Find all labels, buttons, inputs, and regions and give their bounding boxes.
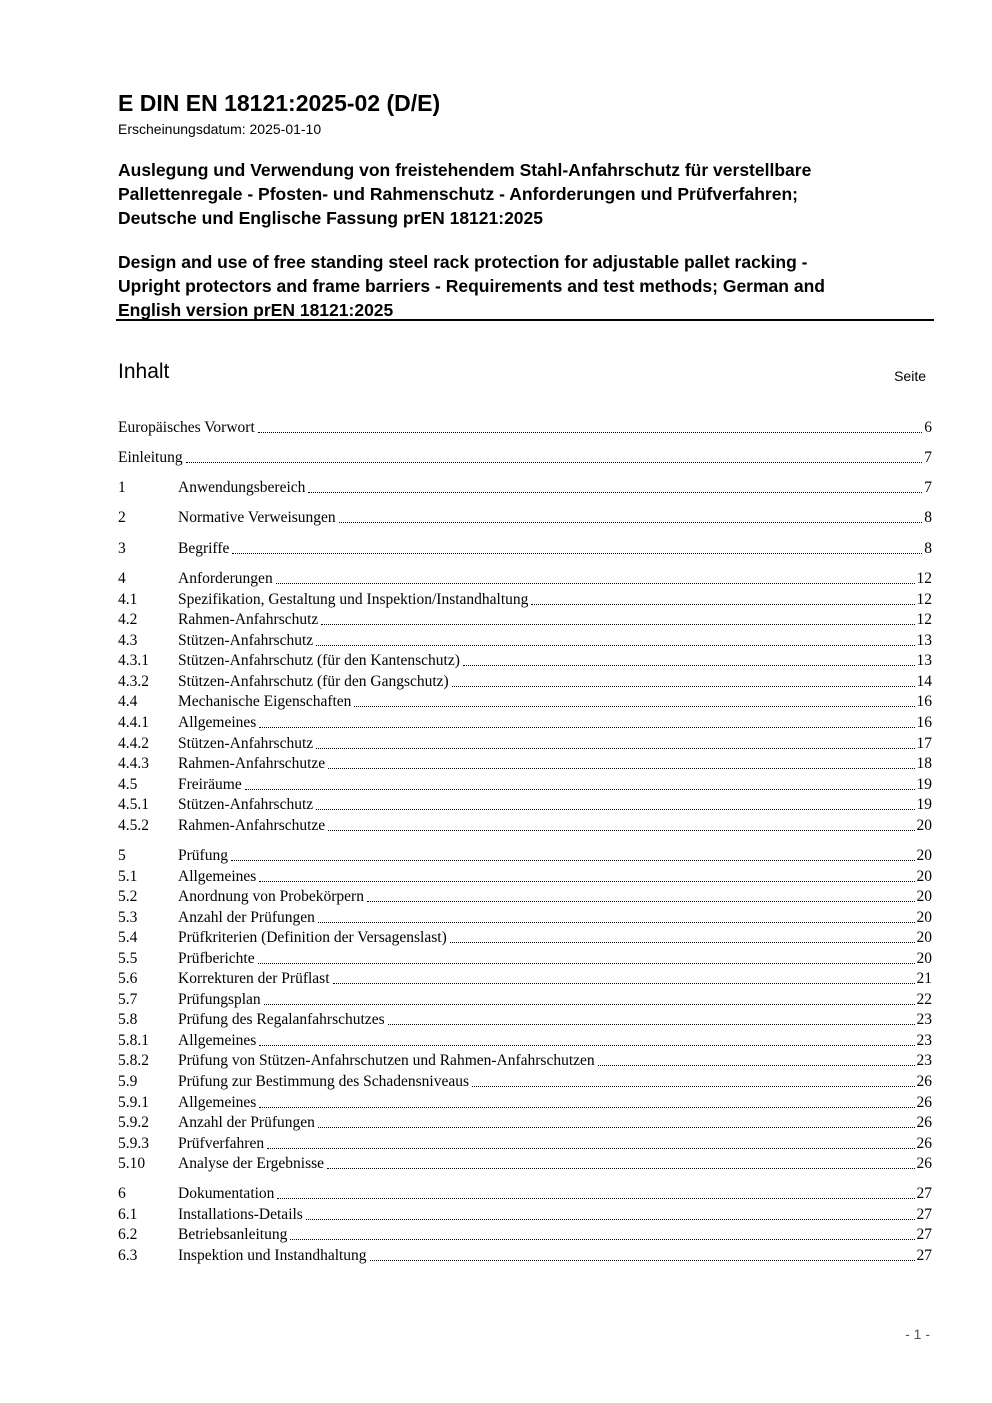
toc-dot-leader [259, 1045, 914, 1046]
publication-date: Erscheinungsdatum: 2025-01-10 [118, 121, 322, 137]
toc-entry-number: 5.8.1 [118, 1032, 149, 1049]
toc-entry[interactable] [118, 887, 932, 907]
toc-entry-number: 5.6 [118, 970, 138, 987]
toc-entry-label: Stützen-Anfahrschutz [178, 735, 314, 752]
toc-entry-page: 7 [924, 479, 932, 496]
toc-entry[interactable] [118, 949, 932, 969]
toc-entry[interactable] [118, 1154, 932, 1174]
toc-entry-number: 5.10 [118, 1155, 146, 1172]
toc-entry[interactable] [118, 1093, 932, 1113]
toc-dot-leader [318, 1127, 915, 1128]
toc-entry[interactable] [118, 816, 932, 836]
toc-entry-number: 5.3 [118, 909, 138, 926]
title-german-line: Pallettenregale - Pfosten- und Rahmenschutz - Anforderungen und Prüfverfahren; [118, 184, 798, 204]
toc-entry-label: Freiräume [178, 776, 242, 793]
toc-entry-page: 16 [916, 693, 932, 710]
toc-entry-number: 5 [118, 847, 126, 864]
toc-entry[interactable] [118, 1010, 932, 1030]
toc-entry-page: 20 [916, 929, 932, 946]
toc-dot-leader [388, 1024, 915, 1025]
toc-entry-label: Anordnung von Probekörpern [178, 888, 364, 905]
toc-entry-page: 20 [916, 847, 932, 864]
toc-entry-label: Anforderungen [178, 570, 273, 587]
toc-dot-leader [531, 604, 914, 605]
toc-dot-leader [308, 492, 922, 493]
toc-entry-label: Stützen-Anfahrschutz [178, 796, 314, 813]
toc-dot-leader [327, 1168, 914, 1169]
toc-entry-label: Rahmen-Anfahrschutz [178, 611, 319, 628]
toc-entry[interactable] [118, 928, 932, 948]
title-german-line: Deutsche und Englische Fassung prEN 18121:2025 [118, 208, 544, 228]
toc-entry-page: 8 [924, 509, 932, 526]
toc-entry-page: 12 [916, 611, 932, 628]
toc-entry-page: 27 [916, 1226, 932, 1243]
toc-entry-label: Prüfung zur Bestimmung des Schadensniveaus [178, 1073, 470, 1090]
toc-entry[interactable] [118, 478, 932, 498]
toc-dot-leader [316, 809, 914, 810]
toc-entry[interactable] [118, 990, 932, 1010]
toc-entry[interactable] [118, 610, 932, 630]
toc-entry-page: 26 [916, 1155, 932, 1172]
toc-entry[interactable] [118, 713, 932, 733]
toc-entry-label: Betriebsanleitung [178, 1226, 288, 1243]
toc-entry-label: Allgemeines [178, 1032, 257, 1049]
toc-entry-number: 5.9.2 [118, 1114, 149, 1131]
toc-entry-number: 5.4 [118, 929, 138, 946]
toc-entry-label: Normative Verweisungen [178, 509, 336, 526]
toc-entry[interactable] [118, 1072, 932, 1092]
toc-entry[interactable] [118, 539, 932, 559]
toc-entry-number: 4.4.2 [118, 735, 149, 752]
toc-entry-number: 2 [118, 509, 126, 526]
toc-entry-number: 5.8.2 [118, 1052, 149, 1069]
toc-entry-label: Allgemeines [178, 1094, 257, 1111]
toc-dot-leader [339, 522, 923, 523]
toc-entry-number: 4.4.3 [118, 755, 149, 772]
toc-entry-number: 5.7 [118, 991, 138, 1008]
toc-entry[interactable] [118, 754, 932, 774]
toc-entry[interactable] [118, 846, 932, 866]
toc-entry-label: Stützen-Anfahrschutz [178, 632, 314, 649]
toc-entry-label: Mechanische Eigenschaften [178, 693, 352, 710]
toc-dot-leader [267, 1148, 914, 1149]
toc-entry[interactable] [118, 1113, 932, 1133]
toc-dot-leader [186, 462, 923, 463]
title-english-line: Upright protectors and frame barriers - Requirements and test methods; German and [118, 276, 825, 296]
toc-entry[interactable] [118, 1184, 932, 1204]
toc-entry[interactable] [118, 775, 932, 795]
toc-entry-page: 12 [916, 591, 932, 608]
toc-page-column-label: Seite [894, 368, 926, 384]
toc-dot-leader [277, 1198, 914, 1199]
toc-dot-leader [450, 942, 915, 943]
toc-entry-page: 19 [916, 796, 932, 813]
toc-dot-leader [259, 1107, 914, 1108]
toc-entry-page: 14 [916, 673, 932, 690]
toc-entry-page: 16 [916, 714, 932, 731]
toc-entry-number: 5.8 [118, 1011, 138, 1028]
toc-entry-number: 4.5.1 [118, 796, 149, 813]
title-english [118, 250, 938, 322]
toc-entry[interactable] [118, 1031, 932, 1051]
toc-entry-number: 4.2 [118, 611, 138, 628]
toc-dot-leader [333, 983, 915, 984]
toc-dot-leader [290, 1239, 914, 1240]
toc-entry[interactable] [118, 1051, 932, 1071]
toc-dot-leader [463, 665, 915, 666]
toc-entry-number: 5.9 [118, 1073, 138, 1090]
toc-entry-page: 18 [916, 755, 932, 772]
toc-entry-label: Allgemeines [178, 868, 257, 885]
toc-entry[interactable] [118, 672, 932, 692]
toc-heading: Inhalt [118, 360, 170, 383]
toc-entry-number: 4.5 [118, 776, 138, 793]
toc-dot-leader [259, 727, 914, 728]
toc-entry-number: 4.3.2 [118, 673, 149, 690]
toc-dot-leader [316, 645, 914, 646]
toc-dot-leader [321, 624, 914, 625]
title-english-line: Design and use of free standing steel rack protection for adjustable pallet racking - [118, 252, 808, 272]
toc-entry-label: Europäisches Vorwort [118, 419, 255, 436]
toc-entry[interactable] [118, 969, 932, 989]
toc-entry[interactable] [118, 795, 932, 815]
toc-dot-leader [258, 432, 922, 433]
toc-entry-label: Prüfverfahren [178, 1135, 265, 1152]
page-number: - 1 - [905, 1326, 930, 1342]
toc-entry[interactable] [118, 418, 932, 438]
toc-dot-leader [367, 901, 915, 902]
toc-dot-leader [328, 768, 914, 769]
toc-entry-page: 26 [916, 1094, 932, 1111]
toc-entry-page: 19 [916, 776, 932, 793]
toc-entry-label: Spezifikation, Gestaltung und Inspektion/Instandhaltung [178, 591, 529, 608]
toc-dot-leader [276, 583, 915, 584]
toc-entry-label: Prüfung [178, 847, 228, 864]
toc-dot-leader [316, 748, 914, 749]
toc-entry-page: 26 [916, 1135, 932, 1152]
toc-entry-page: 13 [916, 652, 932, 669]
document-id: E DIN EN 18121:2025-02 (D/E) [118, 90, 441, 116]
toc-entry-number: 6.1 [118, 1206, 138, 1223]
toc-dot-leader [598, 1065, 915, 1066]
toc-entry-number: 5.5 [118, 950, 138, 967]
toc-entry-page: 22 [916, 991, 932, 1008]
toc-entry[interactable] [118, 651, 932, 671]
toc-entry-label: Dokumentation [178, 1185, 275, 1202]
toc-entry-number: 4.3 [118, 632, 138, 649]
toc-dot-leader [245, 789, 915, 790]
toc-dot-leader [472, 1086, 914, 1087]
toc-entry-page: 20 [916, 817, 932, 834]
toc-entry-label: Prüfberichte [178, 950, 255, 967]
toc-dot-leader [328, 830, 914, 831]
toc-entry-label: Begriffe [178, 540, 230, 557]
toc-entry-number: 5.1 [118, 868, 138, 885]
toc-entry-number: 4.1 [118, 591, 138, 608]
toc-entry-page: 20 [916, 950, 932, 967]
toc-entry-page: 6 [924, 419, 932, 436]
toc-dot-leader [259, 881, 914, 882]
toc-entry-page: 27 [916, 1206, 932, 1223]
toc-entry[interactable] [118, 1246, 932, 1266]
toc-entry-label: Stützen-Anfahrschutz (für den Gangschutz) [178, 673, 449, 690]
toc-entry-label: Inspektion und Instandhaltung [178, 1247, 367, 1264]
toc-entry-page: 7 [924, 449, 932, 466]
toc-entry-page: 17 [916, 735, 932, 752]
toc-dot-leader [306, 1219, 915, 1220]
toc-entry-page: 12 [916, 570, 932, 587]
toc-entry-number: 4 [118, 570, 126, 587]
toc-entry-page: 20 [916, 868, 932, 885]
toc-entry-page: 21 [916, 970, 932, 987]
toc-entry-number: 6.2 [118, 1226, 138, 1243]
toc-entry-page: 27 [916, 1185, 932, 1202]
toc-entry-number: 6.3 [118, 1247, 138, 1264]
toc-entry-number: 5.9.1 [118, 1094, 149, 1111]
toc-dot-leader [231, 860, 915, 861]
toc-entry[interactable] [118, 508, 932, 528]
toc-dot-leader [452, 686, 915, 687]
toc-dot-leader [354, 706, 914, 707]
title-english-line: English version prEN 18121:2025 [118, 300, 394, 320]
toc-entry-label: Analyse der Ergebnisse [178, 1155, 325, 1172]
title-divider [116, 319, 934, 321]
toc-entry-label: Einleitung [118, 449, 183, 466]
toc-dot-leader [318, 922, 915, 923]
toc-entry-label: Allgemeines [178, 714, 257, 731]
toc-dot-leader [258, 963, 915, 964]
toc-entry-label: Anzahl der Prüfungen [178, 1114, 315, 1131]
toc-entry[interactable] [118, 1134, 932, 1154]
toc-entry-number: 4.5.2 [118, 817, 149, 834]
toc-entry-page: 23 [916, 1011, 932, 1028]
toc-entry-number: 6 [118, 1185, 126, 1202]
toc-entry-page: 26 [916, 1114, 932, 1131]
toc-entry-number: 5.2 [118, 888, 138, 905]
toc-entry-page: 8 [924, 540, 932, 557]
toc-entry[interactable] [118, 1205, 932, 1225]
toc-entry-label: Prüfkriterien (Definition der Versagenslast) [178, 929, 447, 946]
toc-dot-leader [370, 1260, 915, 1261]
toc-entry-label: Anwendungsbereich [178, 479, 306, 496]
toc-entry-label: Prüfungsplan [178, 991, 261, 1008]
toc-entry-number: 3 [118, 540, 126, 557]
toc-entry-number: 5.9.3 [118, 1135, 149, 1152]
toc-entry[interactable] [118, 569, 932, 589]
toc-entry-label: Rahmen-Anfahrschutze [178, 817, 326, 834]
toc-entry[interactable] [118, 590, 932, 610]
toc-dot-leader [264, 1004, 915, 1005]
toc-entry-page: 20 [916, 909, 932, 926]
toc-entry-number: 1 [118, 479, 126, 496]
toc-entry-page: 26 [916, 1073, 932, 1090]
toc-entry[interactable] [118, 631, 932, 651]
toc-entry-number: 4.3.1 [118, 652, 149, 669]
toc-entry-page: 13 [916, 632, 932, 649]
toc-entry-number: 4.4.1 [118, 714, 149, 731]
toc-entry[interactable] [118, 734, 932, 754]
toc-entry[interactable] [118, 1225, 932, 1245]
toc-entry[interactable] [118, 908, 932, 928]
toc-entry-page: 23 [916, 1032, 932, 1049]
toc-entry-label: Korrekturen der Prüflast [178, 970, 330, 987]
toc-entry-label: Installations-Details [178, 1206, 303, 1223]
toc-entry-page: 20 [916, 888, 932, 905]
toc-entry-page: 27 [916, 1247, 932, 1264]
toc-entry-label: Prüfung von Stützen-Anfahrschutzen und Rahmen-Anfahrschutzen [178, 1052, 595, 1069]
toc-dot-leader [232, 553, 922, 554]
toc-entry-page: 23 [916, 1052, 932, 1069]
toc-entry[interactable] [118, 692, 932, 712]
toc-entry-number: 4.4 [118, 693, 138, 710]
title-german-line: Auslegung und Verwendung von freistehendem Stahl-Anfahrschutz für verstellbare [118, 160, 812, 180]
toc-entry-label: Stützen-Anfahrschutz (für den Kantenschutz) [178, 652, 460, 669]
toc-entry-label: Anzahl der Prüfungen [178, 909, 315, 926]
toc-entry-label: Prüfung des Regalanfahrschutzes [178, 1011, 385, 1028]
title-german [118, 158, 938, 230]
toc-entry[interactable] [118, 867, 932, 887]
toc-entry[interactable] [118, 448, 932, 468]
toc-entry-label: Rahmen-Anfahrschutze [178, 755, 326, 772]
